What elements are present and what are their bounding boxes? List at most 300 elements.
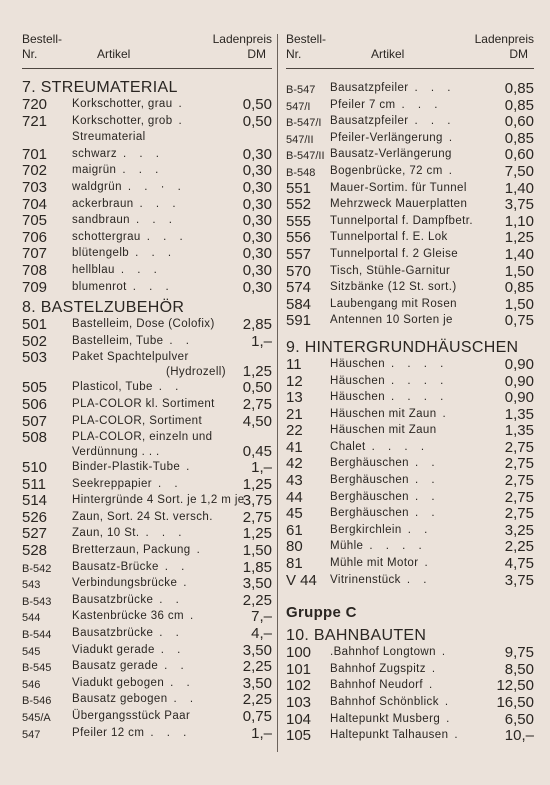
item-number: 503 [22, 349, 48, 367]
item-price: 1,– [251, 332, 272, 350]
item-description [22, 726, 272, 741]
list-item [22, 477, 272, 494]
item-text: Berghäuschen [330, 474, 409, 487]
list-item [286, 407, 534, 424]
leader-dots: . . . [414, 115, 456, 128]
list-item [286, 662, 534, 679]
item-description [22, 477, 272, 492]
item-price: 16,50 [496, 694, 534, 711]
item-text: waldgrün [72, 180, 122, 193]
item-text: Viadukt gerade [72, 643, 155, 656]
item-number: 511 [22, 475, 46, 493]
item-description [286, 456, 534, 471]
item-text: Tunnelportal f. Dampfbetr. [330, 214, 473, 227]
list-streumaterial [22, 97, 272, 296]
leader-dots: . [183, 577, 192, 590]
item-text: Häuschen [330, 357, 385, 370]
item-description [22, 493, 272, 508]
item-text: Paket Spachtelpulver [72, 351, 189, 364]
item-price: 1,85 [242, 558, 272, 576]
item-price: 12,50 [496, 677, 534, 695]
item-text: Tisch, Stühle-Garnitur [330, 264, 451, 277]
item-number: 21 [286, 405, 303, 423]
list-item [286, 98, 534, 115]
item-text: Bausatzbrücke [72, 627, 154, 640]
item-price: 0,30 [242, 278, 272, 296]
item-number: 543 [22, 579, 41, 592]
group-title-c: Gruppe C [286, 604, 357, 622]
item-number: 12 [286, 372, 303, 390]
list-item [286, 230, 534, 247]
list-item [22, 643, 272, 660]
leader-dots: . . [158, 477, 183, 490]
item-number: B-547 [286, 84, 316, 96]
item-description [22, 163, 272, 178]
item-description [22, 350, 272, 380]
list-item [22, 414, 272, 431]
item-price: 8,50 [504, 660, 534, 678]
item-number: 81 [286, 555, 303, 573]
item-number: B-546 [22, 695, 52, 708]
item-text: Mehrzweck Mauerplatten [330, 198, 468, 211]
item-text: Häuschen [330, 391, 385, 404]
item-number: 708 [22, 261, 48, 279]
item-text: Berghäuschen [330, 490, 409, 503]
item-description [22, 543, 272, 558]
item-price: 0,60 [504, 146, 534, 164]
item-number: 707 [22, 245, 48, 263]
item-description [286, 506, 534, 521]
item-description [286, 131, 534, 146]
list-item [286, 264, 534, 281]
item-price: 7,50 [504, 162, 534, 180]
item-number: 101 [286, 660, 312, 678]
item-number: 721 [22, 112, 48, 130]
item-text: schottergrau [72, 230, 141, 243]
item-description [286, 490, 534, 505]
item-number: V 44 [286, 571, 317, 589]
leader-dots: . . [173, 693, 199, 706]
item-price: 0,90 [504, 372, 534, 390]
item-price: 1,– [251, 724, 272, 742]
list-item [22, 230, 272, 247]
left-header-nr [22, 32, 62, 62]
item-description [22, 317, 272, 332]
item-price: 0,85 [504, 279, 534, 297]
item-price: 1,50 [504, 295, 534, 313]
list-item [286, 490, 534, 507]
item-price: 2,75 [504, 472, 534, 490]
item-text: schwarz [72, 147, 117, 160]
list-item [22, 609, 272, 626]
list-item [22, 709, 272, 726]
item-text: Haltepunkt Musberg [330, 712, 441, 725]
item-description [22, 626, 272, 641]
item-price: 1,40 [504, 179, 534, 197]
item-number: 13 [286, 389, 303, 407]
item-number: 552 [286, 196, 312, 214]
list-item [286, 506, 534, 523]
list-item [286, 131, 534, 148]
item-description [286, 357, 534, 372]
list-item [286, 247, 534, 264]
leader-dots: . . . [120, 263, 162, 276]
item-price: 1,35 [504, 405, 534, 423]
item-price: 4,– [251, 625, 272, 643]
header-nr: Nr. [286, 47, 302, 61]
list-item [22, 130, 272, 147]
item-text: Tunnelportal f. E. Lok [330, 231, 448, 244]
list-item [22, 263, 272, 280]
item-text: Binder-Plastik-Tube [72, 461, 181, 474]
item-number: 528 [22, 542, 48, 560]
list-item [286, 147, 534, 164]
leader-dots: . . [158, 381, 184, 394]
leader-dots: . . . [122, 164, 164, 177]
item-number: B-545 [22, 662, 52, 675]
list-item [286, 712, 534, 729]
leader-dots: . . . [145, 527, 187, 540]
item-description [286, 280, 534, 295]
leader-dots: . [448, 164, 457, 177]
item-price: 7,– [251, 608, 272, 626]
item-number: 505 [22, 379, 48, 397]
item-text: Bausatzbrücke [72, 593, 154, 606]
item-text: Bretterzaun, Packung [72, 544, 191, 557]
item-text: Bogenbrücke, 72 cm [330, 164, 443, 177]
item-text: maigrün [72, 164, 117, 177]
item-number: 527 [22, 525, 48, 543]
item-text: Bergkirchlein [330, 523, 402, 536]
item-number: 591 [286, 312, 312, 330]
item-description [22, 609, 272, 624]
item-price: 4,50 [242, 412, 272, 430]
item-description [22, 460, 272, 475]
item-number: 514 [22, 492, 48, 510]
list-item [22, 526, 272, 543]
item-description [22, 430, 272, 460]
item-price: 0,50 [242, 379, 272, 397]
leader-dots: . . . [132, 280, 174, 293]
item-text: Zaun, Sort. 24 St. versch. [72, 510, 213, 523]
item-text: Korkschotter, grau [72, 98, 173, 110]
header-artikel: Artikel [97, 47, 131, 61]
item-number: 701 [22, 145, 48, 163]
item-number: 502 [22, 332, 48, 350]
right-header [286, 28, 534, 64]
item-text: Bastelleim, Tube [72, 334, 164, 347]
item-price: 0,30 [242, 145, 272, 163]
item-price: 3,50 [242, 641, 272, 659]
item-description [22, 147, 272, 162]
left-header [22, 28, 272, 64]
item-description [286, 645, 534, 660]
list-item [286, 114, 534, 131]
item-text: Sitzbänke (12 St. sort.) [330, 281, 457, 294]
list-item [22, 593, 272, 610]
list-item [286, 573, 534, 590]
list-item [22, 180, 272, 197]
item-description [22, 380, 272, 395]
list-item [22, 560, 272, 577]
item-number: 555 [286, 212, 312, 230]
leader-dots: . [448, 131, 458, 144]
item-text-continued: Verdünnung . . . [72, 446, 160, 459]
item-number: 45 [286, 505, 303, 523]
item-number: B-548 [286, 166, 316, 179]
item-text: Chalet [330, 440, 366, 453]
item-number: 704 [22, 195, 48, 213]
item-number: 508 [22, 429, 48, 447]
leader-dots: . [428, 679, 438, 692]
item-text: Bastelleim, Dose (Colofix) [72, 318, 215, 331]
list-item [22, 659, 272, 676]
leader-dots: . . . . [390, 357, 449, 370]
item-price: 1,25 [242, 475, 272, 493]
item-description [22, 510, 272, 525]
list-item [22, 246, 272, 263]
leader-dots: . . [169, 334, 195, 347]
item-text: Bausatzpfeiler [330, 115, 409, 128]
list-item [286, 197, 534, 214]
item-price: 0,50 [242, 112, 272, 130]
item-number: 546 [22, 678, 41, 691]
item-description [286, 556, 534, 571]
list-item [286, 539, 534, 556]
item-description [286, 81, 534, 96]
item-number: B-544 [22, 629, 52, 642]
item-text: Plasticol, Tube [72, 381, 153, 394]
list-item [286, 456, 534, 473]
item-price: 3,75 [504, 196, 534, 214]
item-number: 510 [22, 459, 48, 477]
list-item [22, 626, 272, 643]
item-description [22, 180, 272, 195]
item-text: Berghäuschen [330, 457, 409, 470]
item-text: Antennen 10 Sorten je [330, 314, 453, 327]
list-hintergrundhaeuschen [286, 357, 534, 589]
header-ladenpreis: Ladenpreis [212, 32, 272, 46]
item-description [22, 263, 272, 278]
item-number: 61 [286, 521, 303, 539]
item-text: blumenrot [72, 280, 127, 293]
leader-dots: . . [407, 523, 433, 536]
item-number: 102 [286, 677, 312, 695]
list-item [286, 473, 534, 490]
right-column [286, 28, 534, 745]
item-number: 506 [22, 395, 48, 413]
leader-dots: . . . [414, 82, 456, 94]
item-text: Bausatz-Brücke [72, 560, 159, 573]
item-price: 3,75 [504, 571, 534, 589]
item-description [22, 197, 272, 212]
item-text: Verbindungsbrücke [72, 577, 178, 590]
list-item [22, 676, 272, 693]
leader-dots: . [178, 114, 187, 127]
item-price: 2,75 [504, 488, 534, 506]
item-description [286, 230, 534, 245]
leader-dots: . . . [139, 197, 181, 210]
item-number: 22 [286, 422, 303, 440]
item-number: 584 [286, 295, 312, 313]
list-item [286, 423, 534, 440]
item-price: 0,30 [242, 261, 272, 279]
leader-dots: . . [159, 627, 184, 640]
item-text: Zaun, 10 St. [72, 527, 140, 540]
list-bastelzubehoer [22, 317, 272, 742]
item-number: 703 [22, 178, 48, 196]
leader-dots: . [178, 98, 187, 110]
item-description [286, 313, 534, 328]
item-description [286, 573, 534, 588]
item-text: Mühle mit Motor [330, 557, 419, 570]
item-text: Vitrinenstück [330, 573, 401, 586]
item-number: 547/I [286, 100, 311, 113]
item-text: Haltepunkt Talhausen [330, 729, 449, 742]
item-text: Bausatz gerade [72, 660, 159, 673]
item-price: 2,75 [504, 505, 534, 523]
item-price: 1,25 [242, 363, 272, 381]
item-description [286, 407, 534, 422]
list-item [286, 440, 534, 457]
list-item [22, 576, 272, 593]
item-text: Häuschen mit Zaun [330, 424, 437, 437]
item-price: 0,90 [504, 355, 534, 373]
item-price: 1,– [251, 459, 272, 477]
item-number: B-543 [22, 595, 52, 608]
leader-dots: . . [406, 573, 432, 586]
item-number: 501 [22, 316, 48, 334]
item-description [22, 576, 272, 591]
item-description [22, 709, 272, 724]
item-text: Pfeiler 7 cm [330, 98, 396, 111]
list-item [22, 97, 272, 114]
item-price: 2,75 [242, 508, 272, 526]
item-price: 3,50 [242, 575, 272, 593]
item-price: 3,25 [504, 521, 534, 539]
column-divider [277, 34, 278, 752]
item-description [286, 197, 534, 212]
item-text: sandbraun [72, 214, 130, 227]
item-number: 720 [22, 96, 48, 113]
item-number: 551 [286, 179, 312, 197]
item-description [22, 334, 272, 349]
item-description [286, 114, 534, 129]
item-price: 2,85 [242, 316, 272, 334]
item-text: Hintergründe 4 Sort. je 1,2 m je [72, 494, 245, 507]
leader-dots: . [431, 662, 441, 675]
item-text: Bahnhof Zugspitz [330, 662, 426, 675]
item-price: 0,85 [504, 96, 534, 114]
item-price: 10,– [504, 727, 534, 745]
list-item [286, 313, 534, 330]
item-price: 0,60 [504, 113, 534, 131]
item-description [22, 114, 272, 129]
list-item [22, 460, 272, 477]
item-number: 100 [286, 644, 312, 662]
item-price: 2,75 [504, 455, 534, 473]
item-text: Kastenbrücke 36 cm [72, 610, 185, 623]
item-price: 2,25 [242, 591, 272, 609]
item-price: 6,50 [504, 710, 534, 728]
item-text: Übergangsstück Paar [72, 710, 191, 722]
leader-dots: . . [414, 457, 440, 470]
item-text: Bahnhof Schönblick [330, 696, 439, 708]
item-text: hellblau [72, 263, 115, 276]
item-description [286, 712, 534, 727]
item-text: Berghäuschen [330, 507, 409, 520]
leader-dots: . . . . [390, 374, 449, 387]
item-number: 570 [286, 262, 312, 280]
item-price: 0,75 [242, 708, 272, 725]
list-bahnbauten [286, 645, 534, 745]
leader-dots: . . . [146, 230, 188, 243]
item-text: Pfeiler 12 cm [72, 726, 145, 739]
item-description [22, 130, 272, 145]
item-description [286, 374, 534, 389]
item-price: 0,50 [242, 96, 272, 113]
leader-dots: . . · . [127, 180, 186, 193]
item-price: 0,90 [504, 389, 534, 407]
leader-dots: . [441, 646, 451, 659]
item-number: 41 [286, 438, 303, 456]
item-price: 0,30 [242, 212, 272, 230]
leader-dots: . . [160, 643, 186, 656]
item-description [22, 593, 272, 608]
leader-dots: . . . [401, 98, 443, 111]
header-dm: DM [247, 47, 266, 61]
item-description [286, 297, 534, 312]
list-item [22, 213, 272, 230]
left-column [22, 28, 272, 742]
item-description [22, 213, 272, 228]
item-number: 545 [22, 645, 41, 658]
item-price: 0,45 [242, 443, 272, 461]
item-description [22, 526, 272, 541]
list-item [286, 645, 534, 662]
item-description [22, 280, 272, 295]
leader-dots: . . . . [371, 440, 430, 453]
item-number: B-542 [22, 562, 52, 575]
item-number: 44 [286, 488, 303, 506]
list-item [286, 280, 534, 297]
item-text: ackerbraun [72, 197, 134, 210]
list-item [286, 390, 534, 407]
item-price: 3,75 [242, 492, 272, 510]
leader-dots: . [190, 610, 199, 623]
header-dm: DM [509, 47, 528, 61]
header-ladenpreis: Ladenpreis [474, 32, 534, 46]
item-number: 547/II [286, 133, 314, 146]
item-price: 1,50 [242, 542, 272, 560]
list-item [22, 163, 272, 180]
item-description [22, 643, 272, 658]
item-text: Seekreppapier [72, 477, 153, 490]
item-text: Pfeiler-Verlängerung [330, 131, 443, 144]
header-nr: Nr. [22, 47, 38, 61]
item-text: Mauer-Sortim. für Tunnel [330, 181, 467, 194]
item-text: PLA-COLOR, Sortiment [72, 414, 203, 427]
list-item [22, 317, 272, 334]
item-text: Bausatz gebogen [72, 693, 168, 706]
item-description [286, 264, 534, 279]
item-number: 545/A [22, 712, 51, 724]
item-description [286, 440, 534, 455]
list-item [286, 181, 534, 198]
item-text: Häuschen mit Zaun [330, 407, 437, 420]
item-text: Häuschen [330, 374, 385, 387]
item-text: PLA-COLOR, einzeln und [72, 431, 213, 444]
